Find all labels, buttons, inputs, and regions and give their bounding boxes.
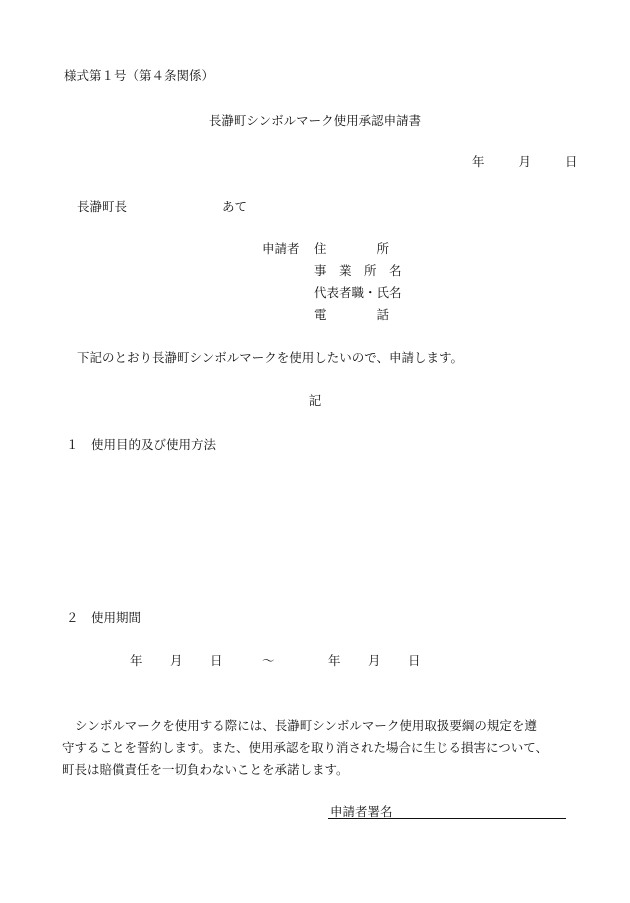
section-period-title: ２ 使用期間 <box>66 610 142 625</box>
period-start-month: 月 <box>170 653 183 668</box>
application-date <box>472 152 577 170</box>
date-day: 日 <box>564 154 578 169</box>
section-purpose-title: １ 使用目的及び使用方法 <box>66 437 217 452</box>
signature-label: 申請者署名 <box>330 804 393 819</box>
addressee-name: 長瀞町長 <box>77 199 128 214</box>
field-phone: 電 話 <box>314 307 390 322</box>
request-statement: 下記のとおり長瀞町シンボルマークを使用したいので、申請します。 <box>77 350 463 365</box>
period-end-day: 日 <box>408 653 421 668</box>
field-address: 住 所 <box>314 241 390 256</box>
signature-line[interactable] <box>328 818 566 819</box>
period-start-year: 年 <box>130 653 143 668</box>
pledge-line-3: 町長は賠償責任を一切負わないことを承諾します。 <box>62 762 349 777</box>
pledge-line-2: 守することを誓約します。また、使用承認を取り消された場合に生じる損害について、 <box>62 740 549 755</box>
applicant-label: 申請者 <box>262 241 300 256</box>
form-number: 様式第１号（第４条関係） <box>64 68 215 83</box>
period-end-month: 月 <box>368 653 381 668</box>
ki-heading: 記 <box>308 393 322 408</box>
date-month: 月 <box>518 154 531 169</box>
date-year: 年 <box>472 154 485 169</box>
addressee-suffix: あて <box>222 199 248 214</box>
field-business-name: 事 業 所 名 <box>314 263 402 278</box>
document-title: 長瀞町シンボルマーク使用承認申請書 <box>208 113 422 128</box>
period-tilde: ～ <box>262 653 275 668</box>
field-representative: 代表者職・氏名 <box>314 285 402 300</box>
period-end-year: 年 <box>328 653 341 668</box>
pledge-line-1: シンボルマークを使用する際には、長瀞町シンボルマーク使用取扱要綱の規定を遵 <box>75 718 537 733</box>
period-start-day: 日 <box>210 653 223 668</box>
